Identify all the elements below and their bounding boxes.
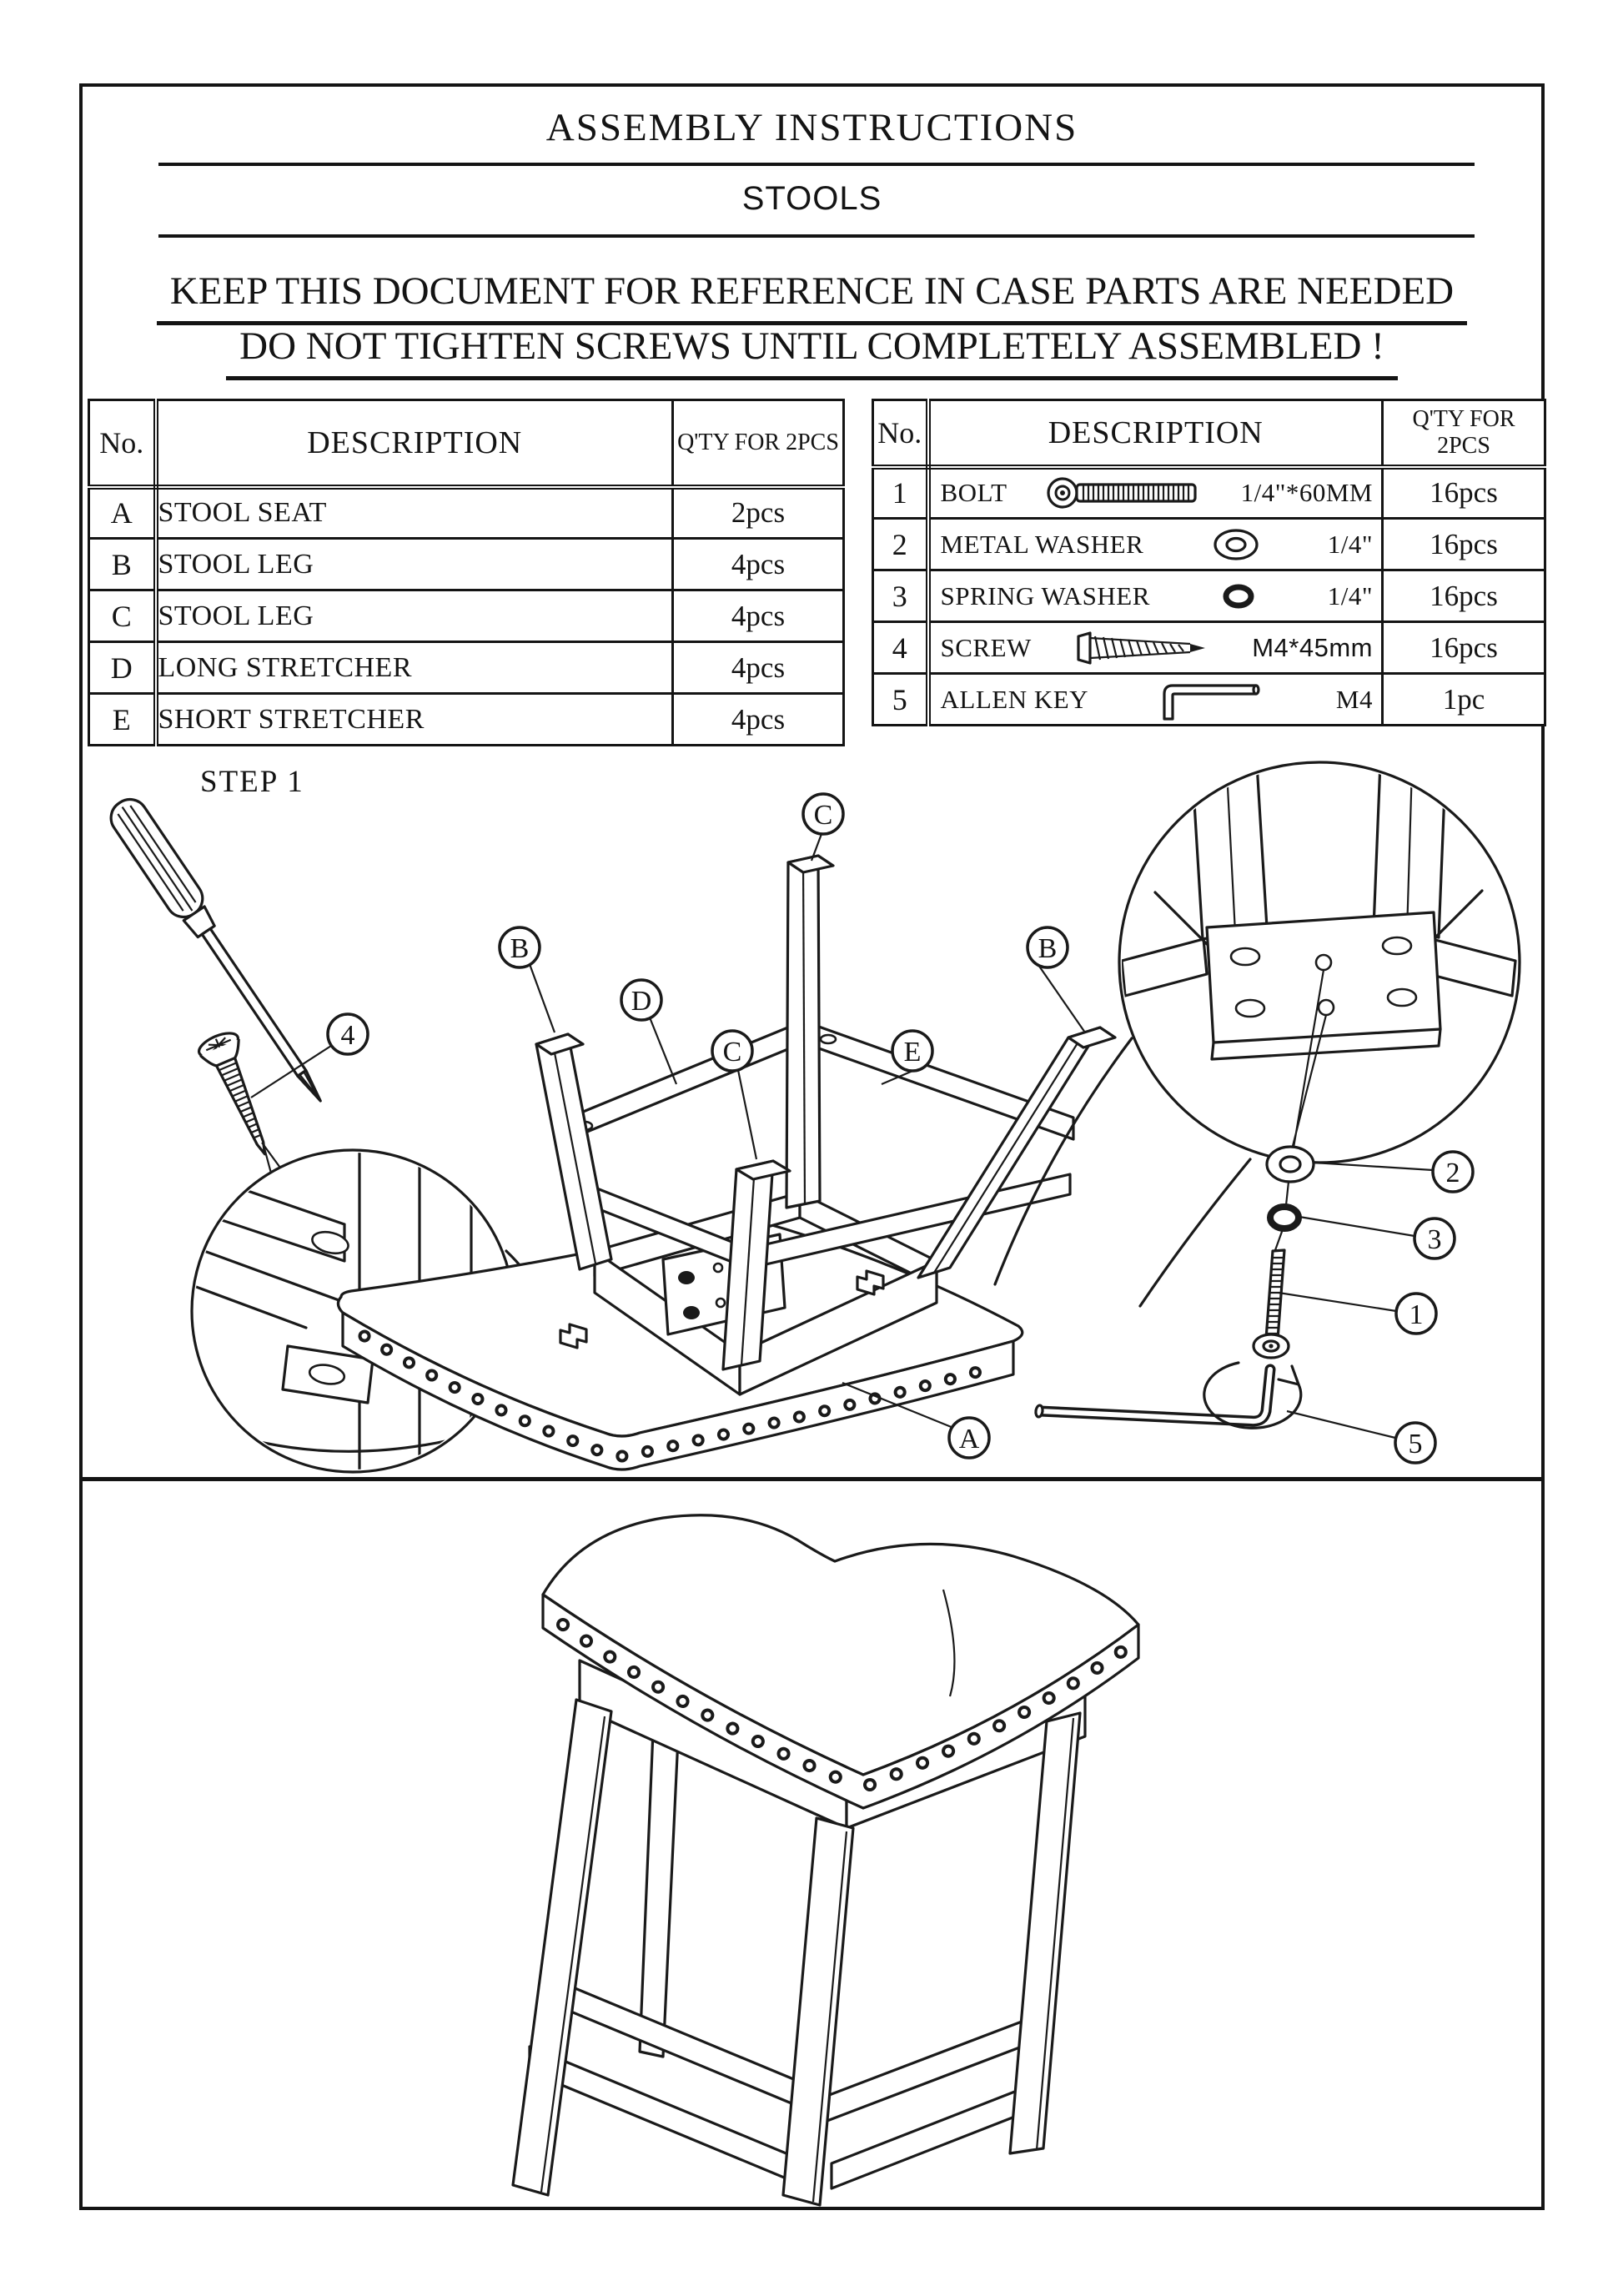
part-qty: 4pcs	[673, 642, 844, 694]
callout-3	[1299, 1217, 1455, 1259]
subtitle-rule	[158, 234, 1475, 238]
svg-text:2: 2	[1445, 1157, 1460, 1188]
part-no: D	[89, 642, 156, 694]
hardware-no: 4	[873, 622, 928, 674]
bolt-part	[1254, 1250, 1289, 1358]
hardware-header-no: No.	[873, 400, 928, 467]
table-row	[89, 487, 844, 539]
part-desc: STOOL SEAT	[156, 487, 673, 539]
spring-washer-part	[1270, 1207, 1299, 1228]
callout-b-left	[500, 927, 555, 1032]
hardware-desc	[928, 570, 1383, 622]
hardware-desc	[928, 674, 1383, 726]
allen-key-icon	[1095, 679, 1329, 721]
part-desc: STOOL LEG	[156, 539, 673, 590]
part-desc: LONG STRETCHER	[156, 642, 673, 694]
callout-d	[621, 980, 676, 1084]
allen-key-part	[1035, 1369, 1270, 1421]
table-row	[89, 539, 844, 590]
part-qty: 4pcs	[673, 590, 844, 642]
hardware-header-qty: Q'TY FOR 2PCS	[1383, 400, 1545, 467]
warning-line-1-text: KEEP THIS DOCUMENT FOR REFERENCE IN CASE PARTS ARE NEEDED	[157, 269, 1467, 325]
hardware-header-description: DESCRIPTION	[928, 400, 1383, 467]
svg-text:C: C	[722, 1036, 742, 1068]
part-qty: 2pcs	[673, 487, 844, 539]
title-rule	[158, 163, 1475, 166]
step1-illustration	[79, 751, 1545, 1477]
svg-text:C: C	[813, 799, 833, 831]
zoom-bubble-tail	[1140, 1159, 1250, 1306]
table-row	[873, 674, 1545, 726]
part-desc: SHORT STRETCHER	[156, 694, 673, 746]
callout-c-top	[803, 794, 843, 861]
callout-1	[1279, 1293, 1436, 1334]
table-row	[873, 519, 1545, 570]
part-no: B	[89, 539, 156, 590]
screw-icon	[1038, 630, 1245, 666]
svg-text:E: E	[903, 1036, 922, 1068]
bolt-icon	[1014, 474, 1234, 512]
hardware-qty: 16pcs	[1383, 467, 1545, 519]
warning-line-2	[79, 324, 1545, 380]
parts-header-no: No.	[89, 400, 156, 487]
step1-label: STEP 1	[200, 765, 304, 799]
assembled-stool	[513, 1515, 1138, 2205]
hardware-desc	[928, 622, 1383, 674]
hardware-name: SPRING WASHER	[940, 580, 1150, 610]
svg-text:D: D	[631, 985, 652, 1017]
hardware-qty: 16pcs	[1383, 519, 1545, 570]
stool-stretchers	[530, 1975, 1032, 2188]
hardware-no: 3	[873, 570, 928, 622]
hardware-no: 5	[873, 674, 928, 726]
svg-text:B: B	[510, 932, 530, 964]
part-qty: 4pcs	[673, 694, 844, 746]
table-row	[89, 642, 844, 694]
hardware-name: BOLT	[940, 478, 1007, 508]
part-no: C	[89, 590, 156, 642]
callout-b-right	[1028, 927, 1085, 1032]
hardware-qty: 1pc	[1383, 674, 1545, 726]
table-row	[89, 694, 844, 746]
part-no: A	[89, 487, 156, 539]
callout-c-mid	[712, 1031, 756, 1159]
hardware-table	[872, 399, 1546, 726]
part-no: E	[89, 694, 156, 746]
document-subtitle: STOOLS	[741, 180, 882, 217]
table-row	[89, 590, 844, 642]
metal-washer-icon	[1150, 527, 1320, 562]
warning-line-2-text: DO NOT TIGHTEN SCREWS UNTIL COMPLETELY ASSEMBLED !	[226, 324, 1398, 380]
hardware-spec: 1/4"	[1327, 580, 1373, 610]
hardware-spec: M4*45mm	[1252, 632, 1373, 662]
metal-washer-part	[1267, 1147, 1314, 1182]
hardware-desc	[928, 519, 1383, 570]
document-title: ASSEMBLY INSTRUCTIONS	[545, 106, 1078, 149]
hardware-spec: M4	[1335, 684, 1373, 714]
svg-text:5: 5	[1408, 1428, 1423, 1459]
hardware-spec: 1/4"*60MM	[1240, 478, 1373, 508]
hardware-name: SCREW	[940, 632, 1032, 662]
upside-down-stool	[338, 856, 1115, 1470]
svg-text:4: 4	[340, 1019, 355, 1051]
assembled-stool-illustration	[79, 1481, 1545, 2210]
warning-line-1	[79, 269, 1545, 325]
hardware-no: 2	[873, 519, 928, 570]
hardware-spec: 1/4"	[1327, 529, 1373, 559]
hardware-qty: 16pcs	[1383, 570, 1545, 622]
svg-text:3: 3	[1427, 1223, 1442, 1255]
table-row	[873, 570, 1545, 622]
parts-header-description: DESCRIPTION	[156, 400, 673, 487]
svg-text:A: A	[958, 1423, 980, 1454]
hardware-qty: 16pcs	[1383, 622, 1545, 674]
part-desc: STOOL LEG	[156, 590, 673, 642]
hardware-desc	[928, 467, 1383, 519]
hardware-no: 1	[873, 467, 928, 519]
parts-table	[88, 399, 845, 746]
callout-5	[1287, 1411, 1435, 1463]
stretchers	[570, 1019, 1073, 1268]
hardware-name: ALLEN KEY	[940, 684, 1089, 714]
spring-washer-icon	[1157, 582, 1321, 610]
svg-text:1: 1	[1409, 1299, 1424, 1330]
hardware-stack	[1035, 1147, 1314, 1428]
parts-header-qty: Q'TY FOR 2PCS	[673, 400, 844, 487]
hardware-name: METAL WASHER	[940, 529, 1144, 559]
part-qty: 4pcs	[673, 539, 844, 590]
table-row	[873, 467, 1545, 519]
stool-back-leg	[640, 1731, 678, 2057]
table-row	[873, 622, 1545, 674]
svg-text:B: B	[1038, 932, 1058, 964]
